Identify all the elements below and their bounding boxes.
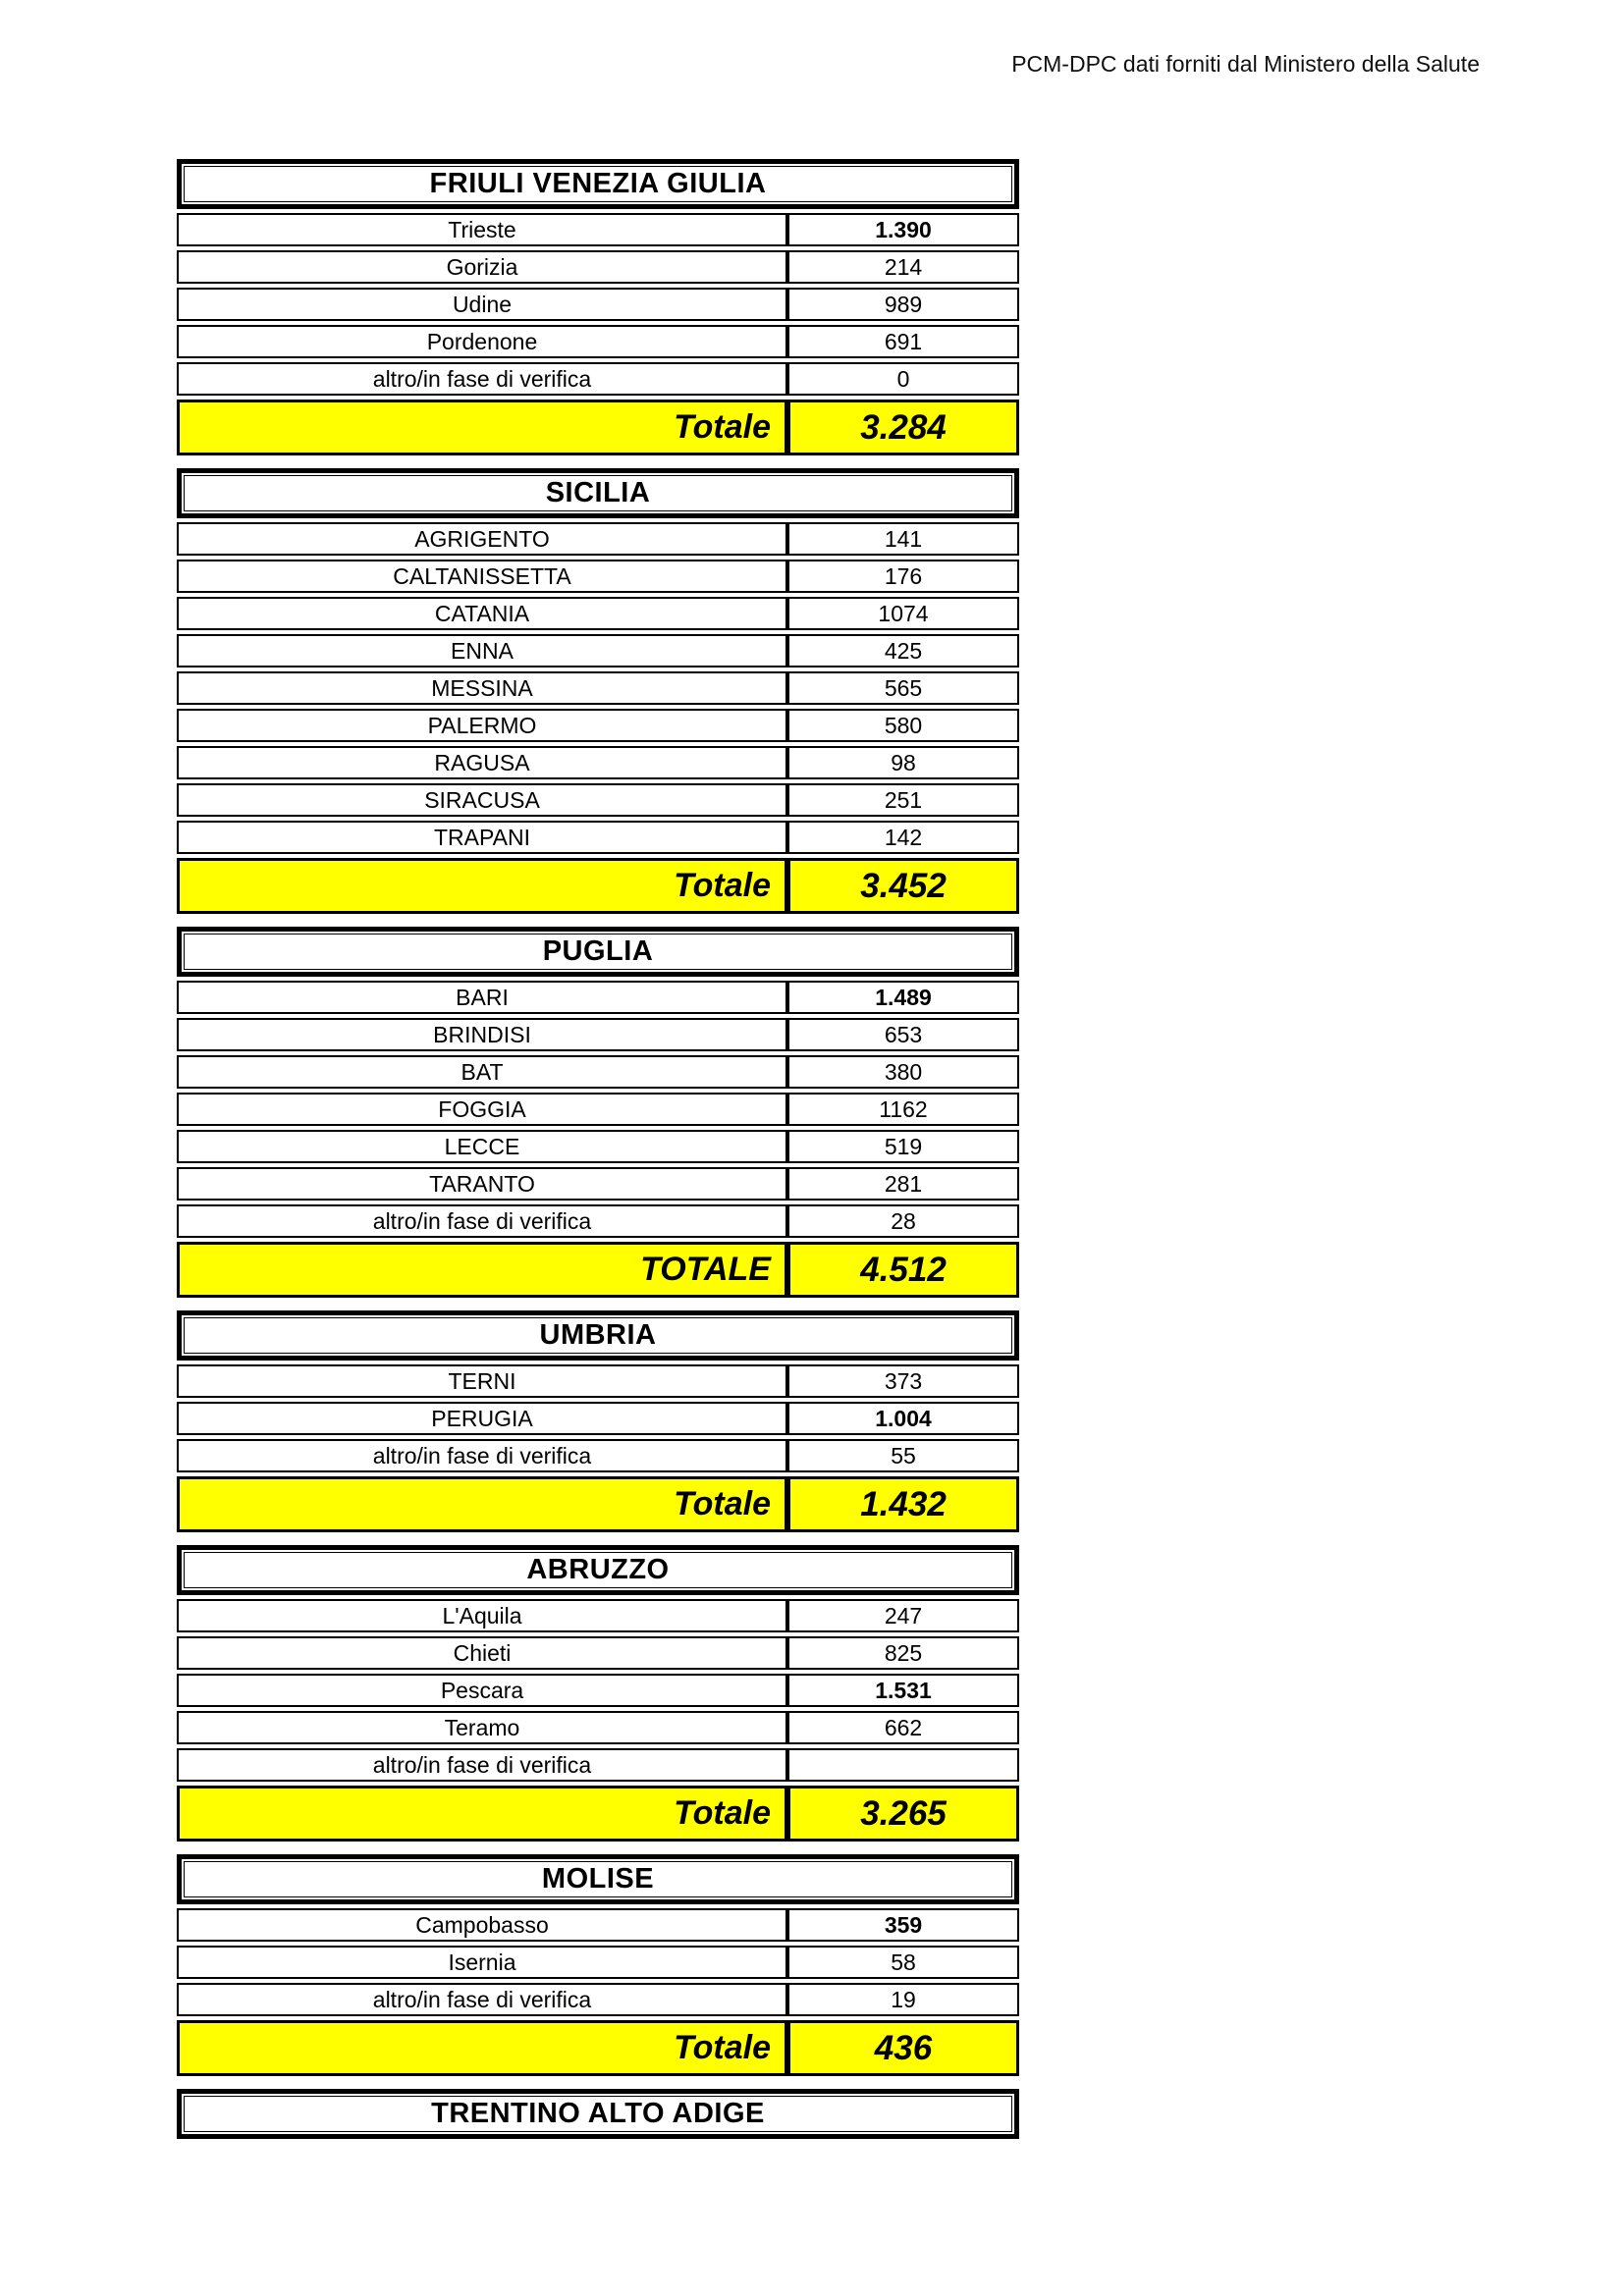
total-value: 436 <box>874 2028 933 2067</box>
province-name: Chieti <box>453 1639 512 1666</box>
province-name: Udine <box>452 291 513 317</box>
province-value: 373 <box>884 1367 923 1394</box>
total-value-cell <box>787 400 1019 455</box>
province-value: 58 <box>891 1949 916 1975</box>
region-header <box>177 2089 1019 2139</box>
province-value: 1.390 <box>875 216 932 242</box>
region-title: UMBRIA <box>539 1319 657 1351</box>
province-value: 142 <box>884 824 923 850</box>
province-name: Isernia <box>448 1949 516 1975</box>
table-row <box>177 1674 1019 1707</box>
province-value: 214 <box>884 253 923 280</box>
total-label: Totale <box>674 867 771 904</box>
province-value-cell <box>787 522 1019 556</box>
province-name-cell <box>177 1402 787 1435</box>
province-value: 281 <box>884 1170 923 1197</box>
table-row <box>177 709 1019 742</box>
province-name: BRINDISI <box>433 1021 531 1047</box>
table-row <box>177 1093 1019 1126</box>
province-name: AGRIGENTO <box>414 525 550 552</box>
province-name: LECCE <box>444 1133 520 1159</box>
table-row <box>177 671 1019 705</box>
province-name-cell <box>177 783 787 817</box>
province-value: 141 <box>884 525 923 552</box>
region-header <box>177 468 1019 518</box>
table-row <box>177 362 1019 396</box>
province-name-cell <box>177 1130 787 1163</box>
province-name: altro/in fase di verifica <box>372 1207 592 1234</box>
province-value: 653 <box>884 1021 923 1047</box>
province-name: altro/in fase di verifica <box>372 1751 592 1778</box>
province-value-cell <box>787 1711 1019 1744</box>
province-name: TRAPANI <box>434 824 530 850</box>
province-name: Trieste <box>448 216 516 242</box>
total-value: 3.284 <box>860 407 947 447</box>
province-value: 1074 <box>878 600 929 626</box>
province-value-cell <box>787 362 1019 396</box>
rows <box>177 213 1019 455</box>
province-value: 0 <box>896 365 910 392</box>
province-name: PALERMO <box>427 712 537 738</box>
province-name-cell <box>177 1204 787 1238</box>
region-table <box>177 927 1019 1298</box>
table-row <box>177 821 1019 854</box>
province-value: 1.531 <box>875 1677 932 1703</box>
total-value: 1.432 <box>860 1484 947 1523</box>
province-name-cell <box>177 746 787 779</box>
province-value: 565 <box>884 674 923 701</box>
table-row <box>177 522 1019 556</box>
region-header <box>177 159 1019 209</box>
table-row <box>177 1636 1019 1670</box>
province-value-cell <box>787 1402 1019 1435</box>
region-table <box>177 468 1019 914</box>
province-value: 580 <box>884 712 923 738</box>
total-value-cell <box>787 858 1019 914</box>
region-header <box>177 1545 1019 1595</box>
province-name: Teramo <box>444 1714 520 1740</box>
province-value-cell <box>787 1439 1019 1472</box>
province-value-cell <box>787 634 1019 667</box>
region-header <box>177 927 1019 977</box>
table-row <box>177 1402 1019 1435</box>
province-name: SIRACUSA <box>424 786 540 813</box>
province-name: Gorizia <box>446 253 518 280</box>
total-value: 3.452 <box>860 866 947 905</box>
province-value: 825 <box>884 1639 923 1666</box>
table-row <box>177 325 1019 358</box>
province-value: 55 <box>891 1442 916 1468</box>
total-row <box>177 2020 1019 2076</box>
province-name: TERNI <box>448 1367 516 1394</box>
table-row <box>177 1364 1019 1398</box>
province-value-cell <box>787 1748 1019 1782</box>
province-value-cell <box>787 325 1019 358</box>
province-value-cell <box>787 1204 1019 1238</box>
region-title: MOLISE <box>541 1863 655 1895</box>
province-name: altro/in fase di verifica <box>372 365 592 392</box>
region-table <box>177 159 1019 455</box>
total-label: TOTALE <box>640 1251 771 1288</box>
total-label-cell <box>177 400 787 455</box>
province-name-cell <box>177 1599 787 1632</box>
total-row <box>177 1242 1019 1298</box>
table-row <box>177 1018 1019 1051</box>
province-value-cell <box>787 709 1019 742</box>
province-name-cell <box>177 1983 787 2016</box>
table-row <box>177 1439 1019 1472</box>
province-value-cell <box>787 1946 1019 1979</box>
province-value-cell <box>787 1167 1019 1201</box>
province-name-cell <box>177 1748 787 1782</box>
province-name-cell <box>177 1364 787 1398</box>
region-table <box>177 1310 1019 1532</box>
total-label: Totale <box>674 1794 771 1832</box>
province-value-cell <box>787 597 1019 630</box>
province-value: 1162 <box>879 1095 928 1122</box>
province-name-cell <box>177 288 787 321</box>
province-value: 359 <box>884 1911 923 1938</box>
total-label-cell <box>177 2020 787 2076</box>
province-value-cell <box>787 671 1019 705</box>
table-row <box>177 746 1019 779</box>
province-name-cell <box>177 821 787 854</box>
province-name-cell <box>177 1674 787 1707</box>
province-value-cell <box>787 821 1019 854</box>
province-value-cell <box>787 1599 1019 1632</box>
province-value-cell <box>787 1908 1019 1942</box>
province-value-cell <box>787 1055 1019 1089</box>
province-value: 519 <box>884 1133 923 1159</box>
province-name-cell <box>177 213 787 246</box>
region-title: TRENTINO ALTO ADIGE <box>431 2098 765 2129</box>
province-name-cell <box>177 1908 787 1942</box>
table-row <box>177 250 1019 284</box>
total-value-cell <box>787 1242 1019 1298</box>
rows <box>177 1599 1019 1842</box>
province-value: 251 <box>884 786 923 813</box>
region-title: PUGLIA <box>542 935 654 967</box>
table-row <box>177 1983 1019 2016</box>
province-value: 691 <box>884 328 923 354</box>
province-value: 176 <box>884 562 923 589</box>
province-value-cell <box>787 1674 1019 1707</box>
rows <box>177 1364 1019 1532</box>
province-name-cell <box>177 1055 787 1089</box>
province-value-cell <box>787 213 1019 246</box>
table-row <box>177 981 1019 1014</box>
province-value-cell <box>787 1364 1019 1398</box>
province-name: CALTANISSETTA <box>393 562 571 589</box>
province-name: altro/in fase di verifica <box>372 1986 592 2012</box>
table-row <box>177 213 1019 246</box>
region-title: FRIULI VENEZIA GIULIA <box>429 168 767 199</box>
province-name: ENNA <box>451 637 514 664</box>
province-name-cell <box>177 709 787 742</box>
province-value: 98 <box>891 749 916 775</box>
province-name-cell <box>177 634 787 667</box>
province-value-cell <box>787 250 1019 284</box>
province-name-cell <box>177 671 787 705</box>
table-row <box>177 1599 1019 1632</box>
table-row <box>177 1167 1019 1201</box>
province-name-cell <box>177 1018 787 1051</box>
table-row <box>177 634 1019 667</box>
province-name: FOGGIA <box>438 1095 526 1122</box>
province-name: RAGUSA <box>434 749 530 775</box>
province-name: BAT <box>460 1058 504 1085</box>
table-row <box>177 288 1019 321</box>
province-name-cell <box>177 1946 787 1979</box>
province-name: Pordenone <box>426 328 538 354</box>
table-row <box>177 1130 1019 1163</box>
total-label: Totale <box>674 2029 771 2066</box>
region-title: ABRUZZO <box>526 1554 670 1585</box>
province-value-cell <box>787 1130 1019 1163</box>
total-label: Totale <box>674 408 771 446</box>
total-value-cell <box>787 2020 1019 2076</box>
province-name: Campobasso <box>415 1911 549 1938</box>
province-value-cell <box>787 1093 1019 1126</box>
province-name-cell <box>177 597 787 630</box>
province-name-cell <box>177 522 787 556</box>
province-value: 28 <box>891 1207 916 1234</box>
total-value-cell <box>787 1786 1019 1842</box>
region-table <box>177 1545 1019 1842</box>
total-row <box>177 858 1019 914</box>
province-value-cell <box>787 288 1019 321</box>
table-row <box>177 597 1019 630</box>
province-value: 425 <box>884 637 923 664</box>
province-value: 1.489 <box>875 984 932 1010</box>
province-name-cell <box>177 981 787 1014</box>
table-row <box>177 1711 1019 1744</box>
province-name-cell <box>177 560 787 593</box>
province-value: 19 <box>891 1986 916 2012</box>
region-title: SICILIA <box>545 477 651 508</box>
region-table <box>177 1854 1019 2076</box>
province-name-cell <box>177 1636 787 1670</box>
province-name-cell <box>177 1167 787 1201</box>
province-value-cell <box>787 1636 1019 1670</box>
page-header-text: PCM-DPC dati forniti dal Ministero della Salute <box>1011 51 1480 77</box>
region-header <box>177 1854 1019 1904</box>
total-label-cell <box>177 1476 787 1532</box>
province-value-cell <box>787 746 1019 779</box>
province-name: BARI <box>456 984 509 1010</box>
province-name: L'Aquila <box>442 1602 522 1629</box>
total-row <box>177 1476 1019 1532</box>
region-header <box>177 1310 1019 1361</box>
total-label-cell <box>177 1242 787 1298</box>
province-value-cell <box>787 1983 1019 2016</box>
rows <box>177 981 1019 1298</box>
province-name-cell <box>177 250 787 284</box>
region-table <box>177 2089 1019 2139</box>
province-value: 662 <box>884 1714 923 1740</box>
province-value: 247 <box>884 1602 923 1629</box>
province-value: 380 <box>884 1058 923 1085</box>
table-row <box>177 1055 1019 1089</box>
table-row <box>177 1204 1019 1238</box>
total-row <box>177 1786 1019 1842</box>
province-value-cell <box>787 783 1019 817</box>
province-name-cell <box>177 325 787 358</box>
table-row <box>177 783 1019 817</box>
province-value: 1.004 <box>875 1405 932 1431</box>
total-value-cell <box>787 1476 1019 1532</box>
table-row <box>177 1946 1019 1979</box>
province-name: MESSINA <box>431 674 533 701</box>
province-name-cell <box>177 1439 787 1472</box>
total-label-cell <box>177 858 787 914</box>
province-name: PERUGIA <box>431 1405 533 1431</box>
rows <box>177 1908 1019 2076</box>
table-row <box>177 1748 1019 1782</box>
province-name: TARANTO <box>429 1170 535 1197</box>
total-label: Totale <box>674 1485 771 1522</box>
province-name-cell <box>177 1093 787 1126</box>
province-name: altro/in fase di verifica <box>372 1442 592 1468</box>
rows <box>177 522 1019 914</box>
province-name: CATANIA <box>434 600 530 626</box>
total-value: 4.512 <box>860 1250 947 1289</box>
province-name-cell <box>177 1711 787 1744</box>
table-row <box>177 560 1019 593</box>
province-value-cell <box>787 1018 1019 1051</box>
province-value-cell <box>787 981 1019 1014</box>
table-row <box>177 1908 1019 1942</box>
province-name: Pescara <box>440 1677 524 1703</box>
province-name-cell <box>177 362 787 396</box>
tables-container <box>177 159 1019 2152</box>
province-value-cell <box>787 560 1019 593</box>
province-value: 989 <box>884 291 923 317</box>
total-row <box>177 400 1019 455</box>
total-label-cell <box>177 1786 787 1842</box>
total-value: 3.265 <box>860 1793 947 1833</box>
